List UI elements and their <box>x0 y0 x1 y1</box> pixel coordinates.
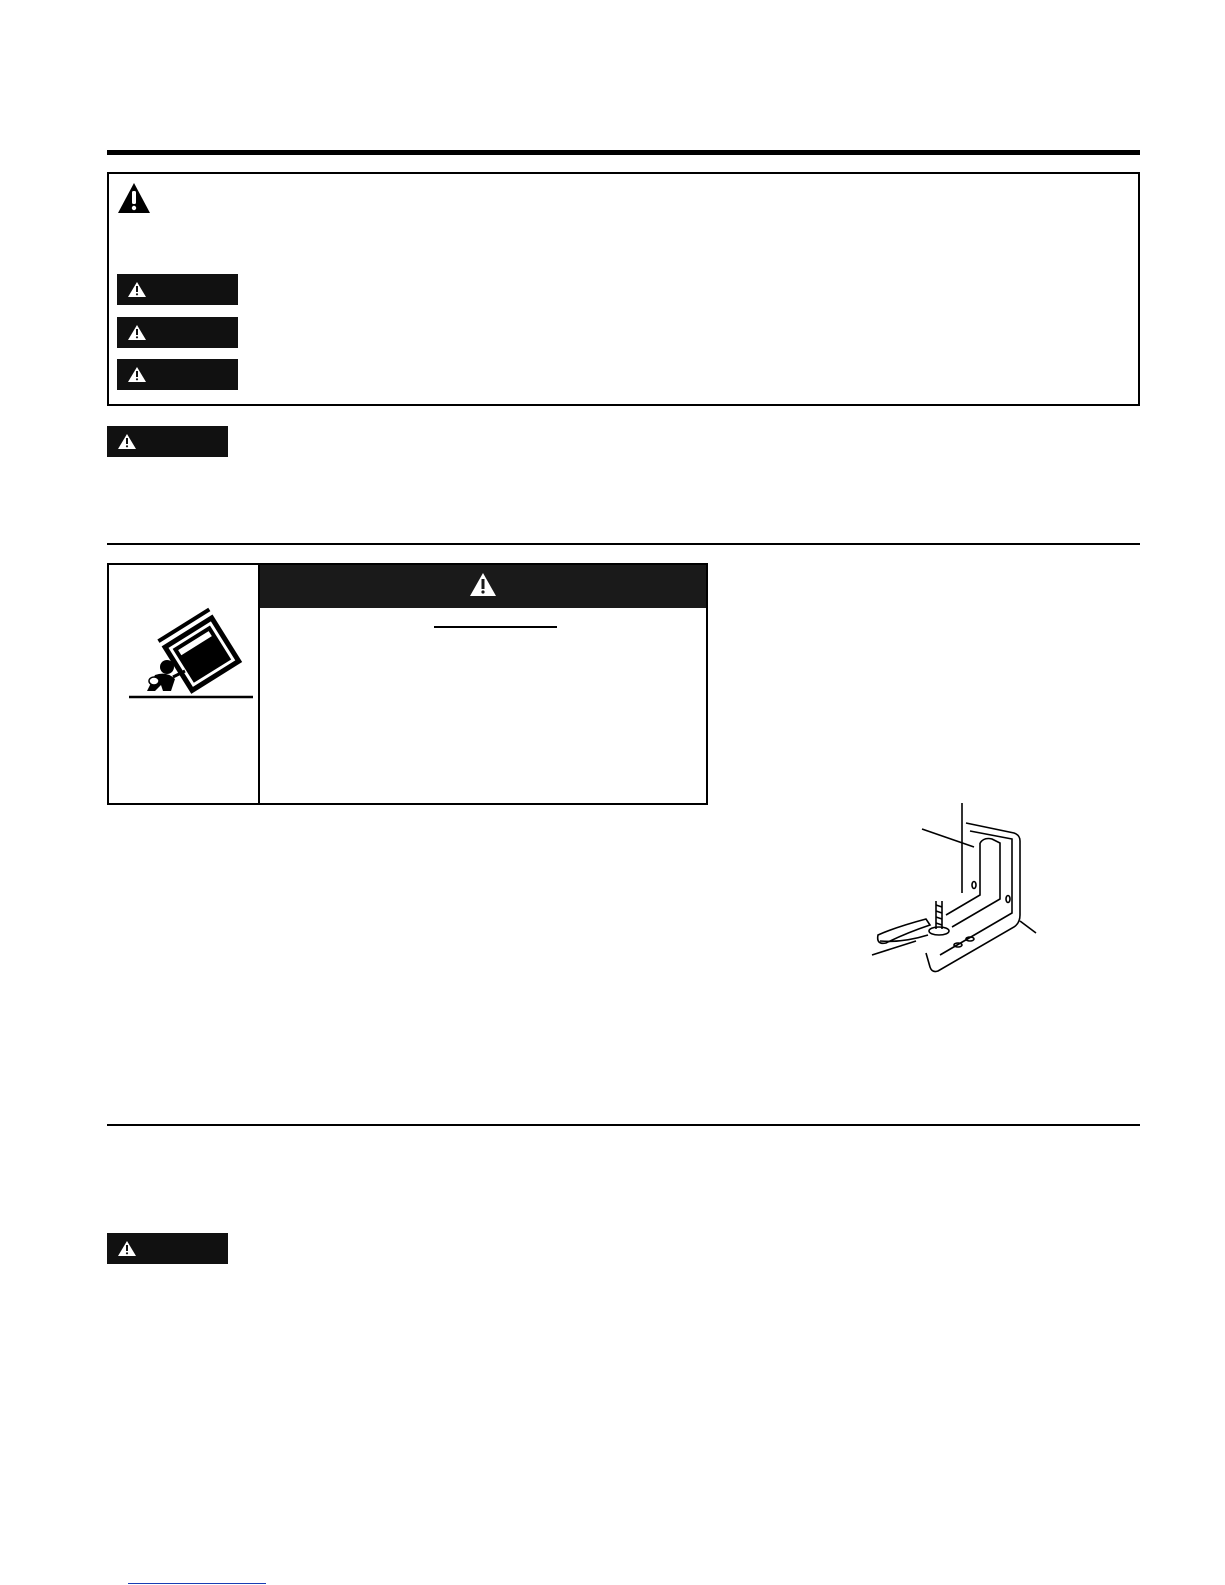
warning-badge-2 <box>107 1233 228 1264</box>
tip-box-warning-header <box>260 565 706 608</box>
anti-tip-warning-box <box>107 563 708 805</box>
section-rule-lower <box>107 1124 1140 1126</box>
warning-signal-badge <box>117 317 238 348</box>
safety-alert-icon <box>117 182 151 214</box>
tip-over-illustration <box>127 605 257 710</box>
warning-triangle-icon <box>117 1240 137 1257</box>
top-section-rule <box>107 150 1140 155</box>
tip-box-underlined-heading <box>434 626 557 628</box>
footer-link-underline[interactable] <box>128 1583 266 1584</box>
danger-signal-badge <box>117 274 238 305</box>
warning-triangle-icon <box>127 324 147 341</box>
anti-tip-bracket-illustration <box>866 803 1046 988</box>
safety-information-box <box>107 172 1140 406</box>
warning-triangle-icon <box>127 281 147 298</box>
warning-triangle-icon <box>117 433 137 450</box>
warning-triangle-icon <box>127 366 147 383</box>
caution-signal-badge <box>117 359 238 390</box>
warning-triangle-icon <box>469 572 497 602</box>
warning-badge-1 <box>107 426 228 457</box>
section-rule-anti-tip <box>107 543 1140 545</box>
